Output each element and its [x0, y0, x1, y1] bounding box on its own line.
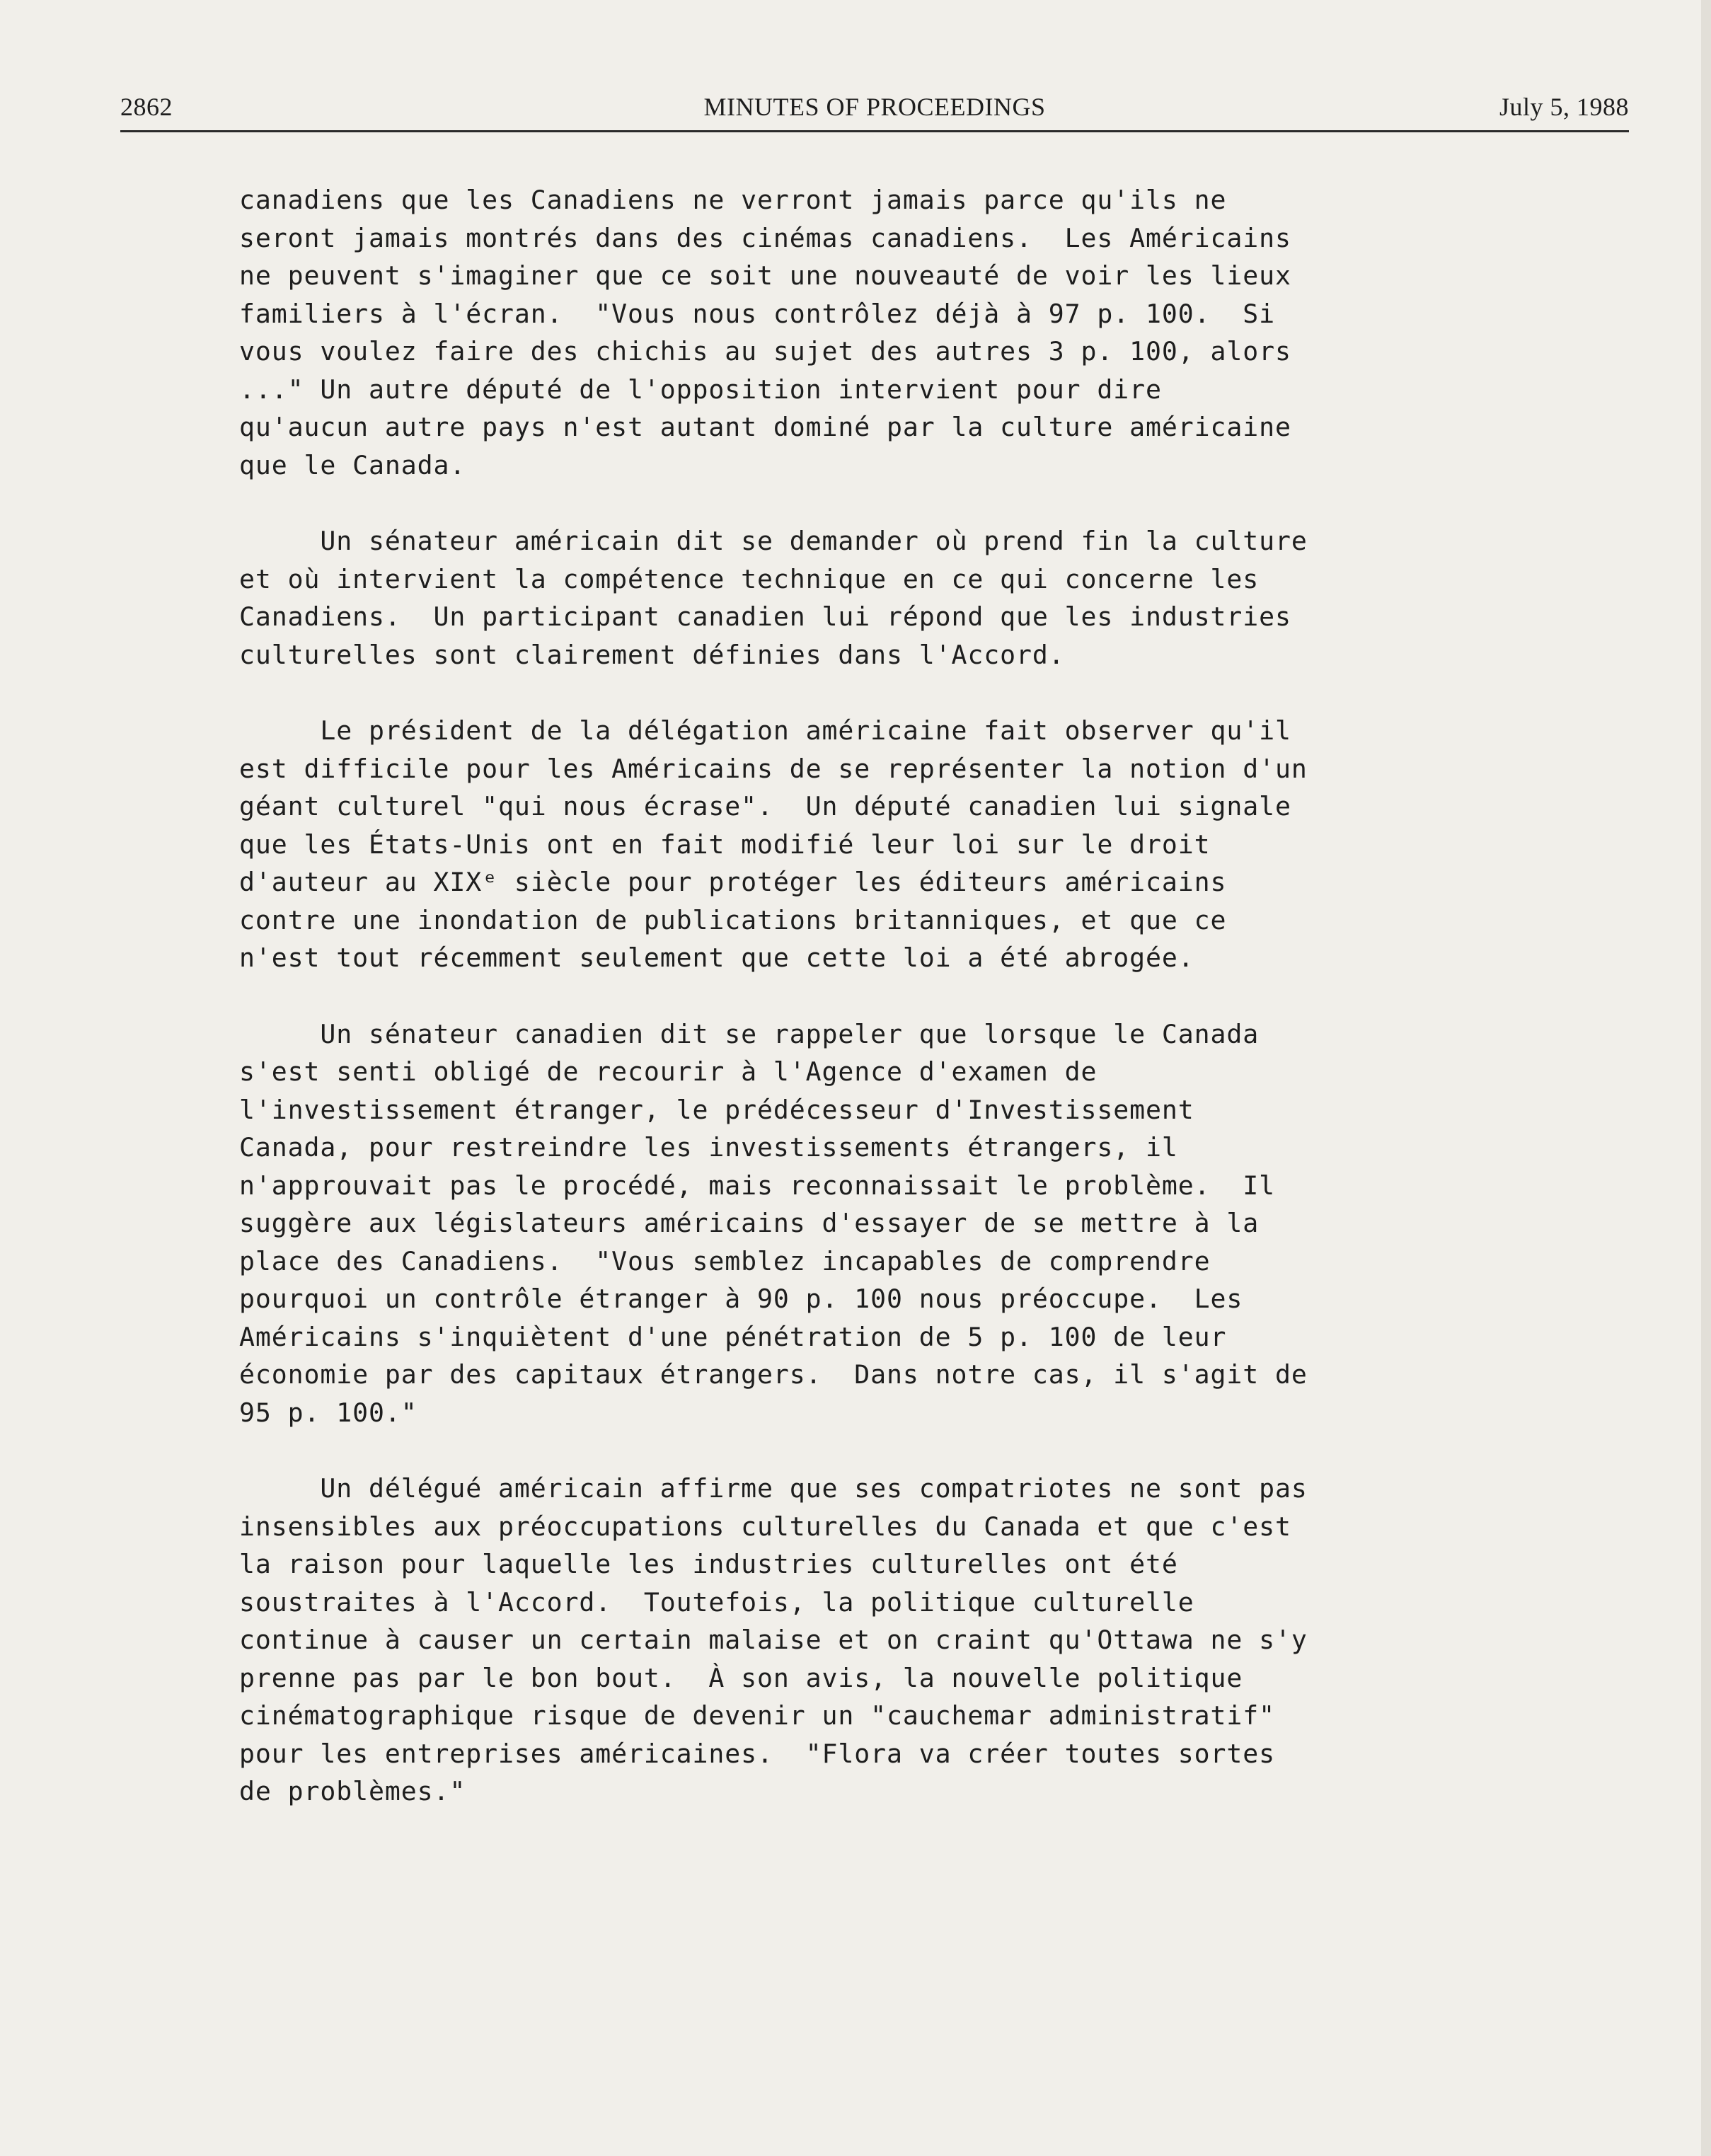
paragraph: canadiens que les Canadiens ne verront jamais parce qu'ils ne seront jamais montrés dans des cinémas canadiens. Les Américains ne peuvent s'imaginer que ce soit une nouveauté de voir les lieux familiers à l'écran. "Vous nous contrôlez déjà à 97 p. 100. Si vous voulez faire des chichis au sujet des autres 3 p. 100, alors ..." Un autre député de l'opposition intervient pour dire qu'aucun autre pays n'est autant dominé par la culture américaine que le Canada.: [239, 185, 1291, 480]
body-text: [239, 181, 1499, 1811]
page-number: 2862: [120, 93, 173, 121]
header-date: July 5, 1988: [1499, 93, 1629, 121]
running-title: MINUTES OF PROCEEDINGS: [703, 93, 1046, 121]
paper-edge: [1701, 0, 1711, 2156]
paragraph: Un sénateur canadien dit se rappeler que lorsque le Canada s'est senti obligé de recourir à l'Agence d'examen de l'investissement étranger, le prédécesseur d'Investissement Canada, pour restreindre les investissements étrangers, il n'approuvait pas le procédé, mais reconnaissait le problème. Il suggère aux législateurs américains d'essayer de se mettre à la place des Canadiens. "Vous semblez incapables de comprendre pourquoi un contrôle étranger à 90 p. 100 nous préoccupe. Les Américains s'inquiètent d'une pénétration de 5 p. 100 de leur économie par des capitaux étrangers. Dans notre cas, il s'agit de 95 p. 100.": [239, 1018, 1308, 1428]
paragraph: Un sénateur américain dit se demander où prend fin la culture et où intervient la compétence technique en ce qui concerne les Canadiens. Un participant canadien lui répond que les industries culturelles sont clairement définies dans l'Accord.: [239, 526, 1308, 670]
paragraph: Un délégué américain affirme que ses compatriotes ne sont pas insensibles aux préoccupations culturelles du Canada et que c'est la raison pour laquelle les industries culturelles ont été soustraites à l'Accord. Toutefois, la politique culturelle continue à causer un certain malaise et on craint qu'Ottawa ne s'y prenne pas par le bon bout. À son avis, la nouvelle politique cinématographique risque de devenir un "cauchemar administratif" pour les entreprises américaines. "Flora va créer toutes sortes de problèmes.": [239, 1473, 1308, 1806]
paragraph: Le président de la délégation américaine fait observer qu'il est difficile pour les Américains de se représenter la notion d'un géant culturel "qui nous écrase". Un député canadien lui signale que les États-Unis ont en fait modifié leur loi sur le droit d'auteur au XIXᵉ siècle pour protéger les éditeurs américains contre une inondation de publications britanniques, et que ce n'est tout récemment seulement que cette loi a été abrogée.: [239, 715, 1308, 973]
page-header: [120, 91, 1629, 132]
